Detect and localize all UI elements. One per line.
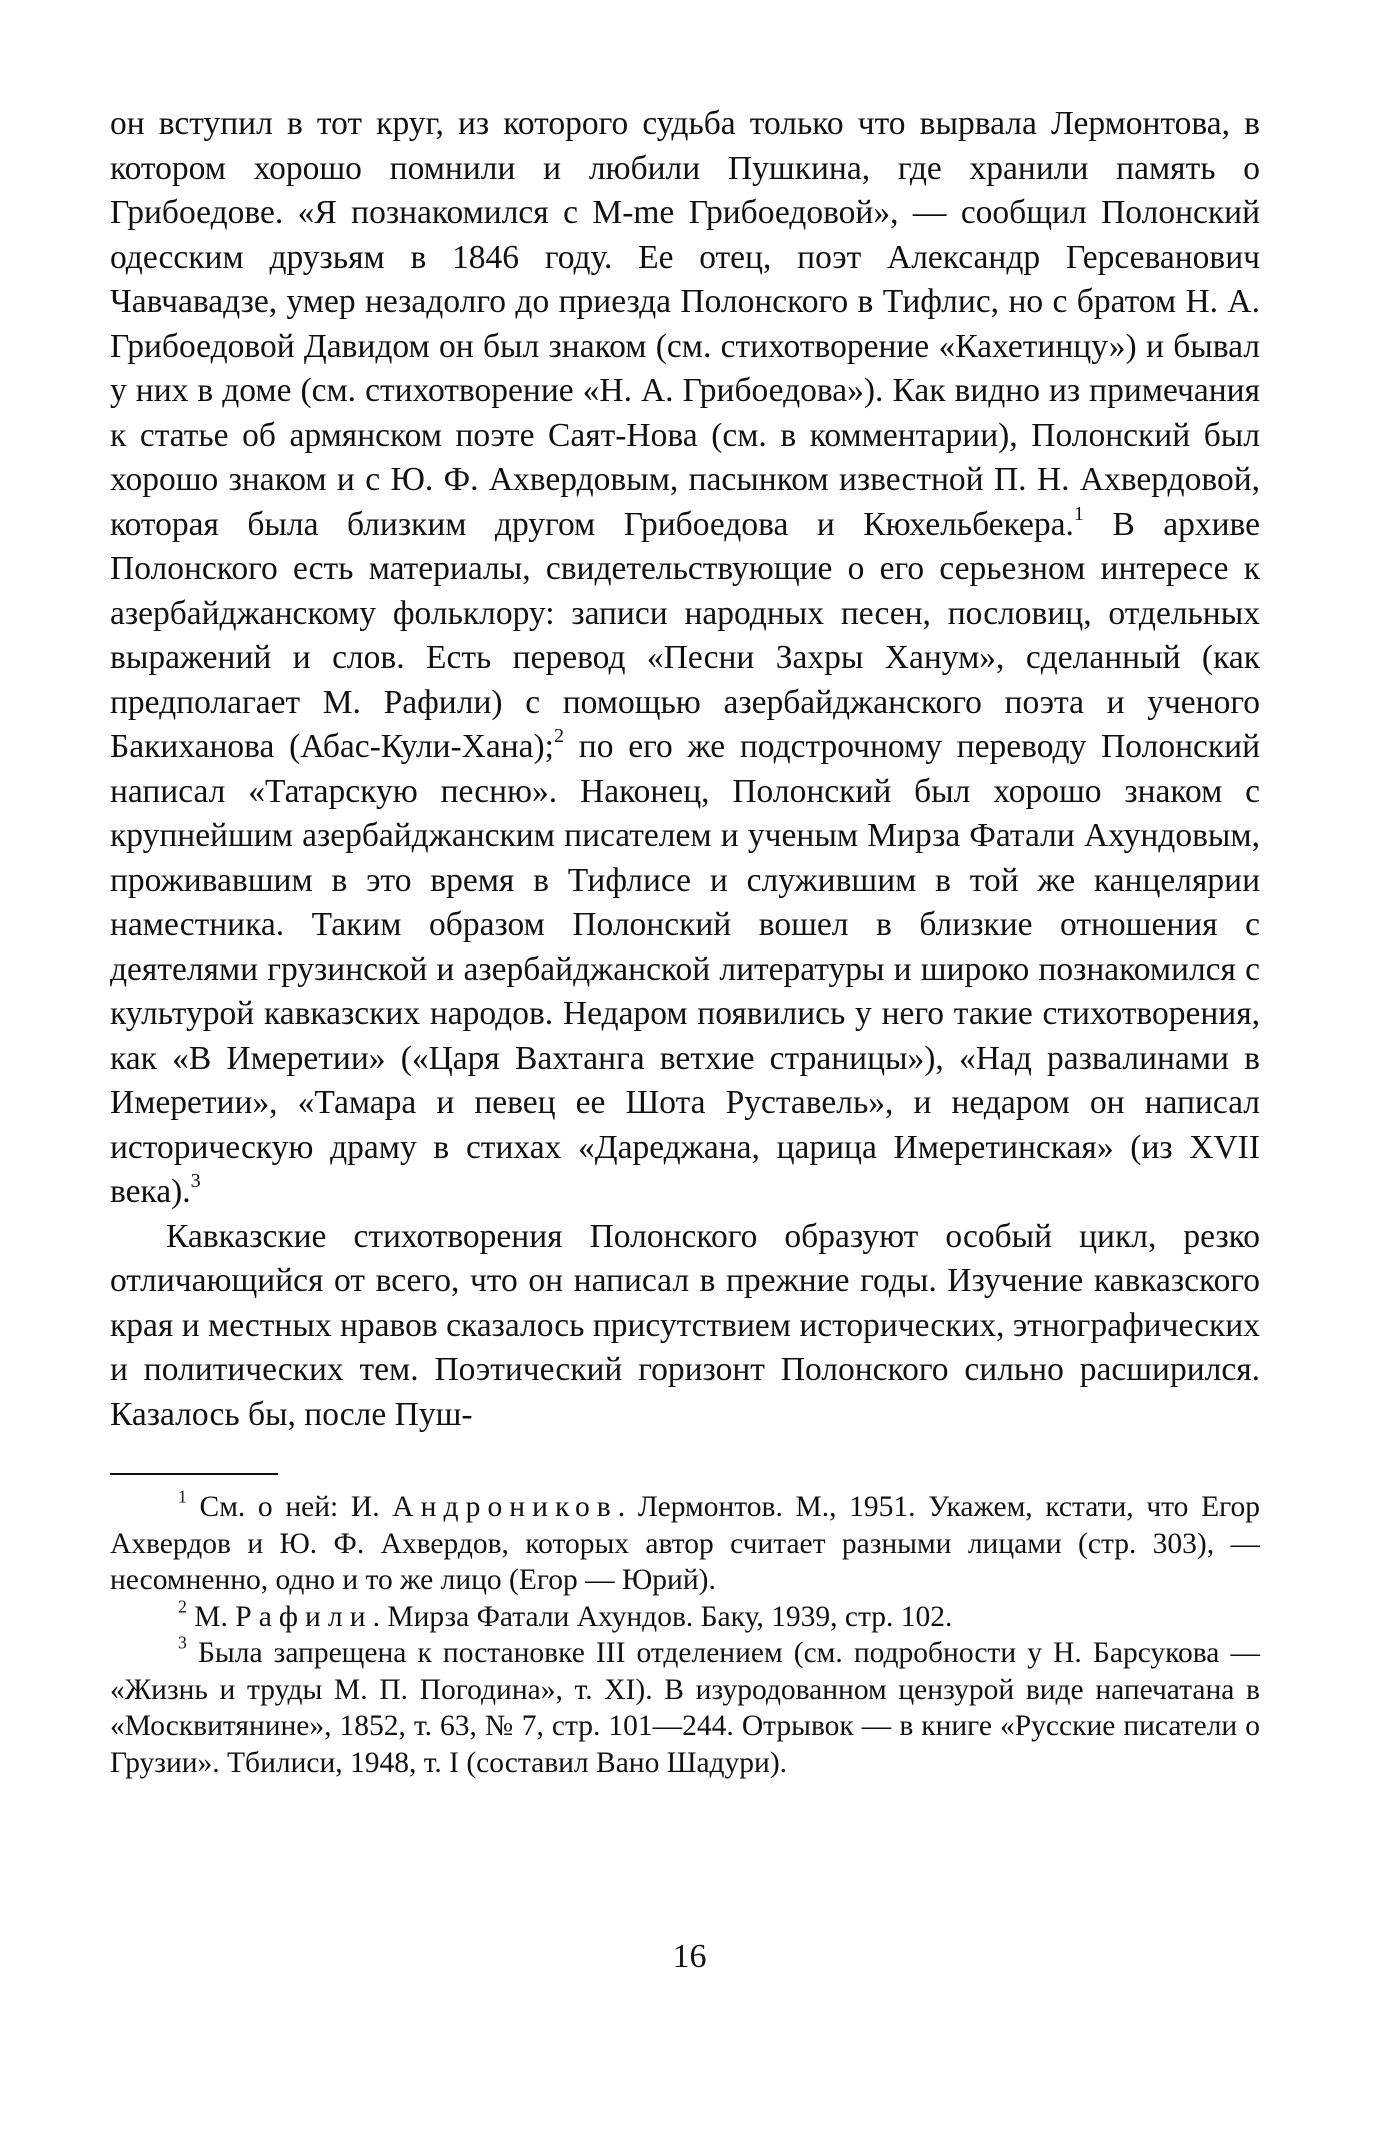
footnote-ref-3[interactable]: 3 bbox=[190, 1169, 201, 1192]
body-paragraph-1-text-b: В архиве Полонского есть материалы, свидетельствующие о его серьезном интересе к азербайджанскому фольклору: записи народных песен, пословиц, отдельных выражений и слов. Есть перевод «Песни Захры Ханум», сделанный (как предполагает М. Рафили) с помощью азербайджанского поэта и ученого Бакиханова (Абас-Кули-Хана); bbox=[110, 505, 1260, 765]
footnote-3 bbox=[110, 1632, 1260, 1781]
footnote-2-mark: 2 bbox=[178, 1596, 187, 1617]
page-content bbox=[110, 102, 1260, 1781]
footnote-1-mark: 1 bbox=[178, 1486, 187, 1507]
footnote-ref-1[interactable]: 1 bbox=[1073, 502, 1084, 525]
footnote-1-author: Андроников bbox=[392, 1491, 618, 1523]
footnote-3-mark: 3 bbox=[178, 1632, 187, 1653]
body-paragraph-2: Кавказские стихотворения Полонского образуют особый цикл, резко отличающийся от всего, что он написал в прежние годы. Изучение кавказского края и местных нравов сказалось присутствием исторических, этнографических и политических тем. Поэтический горизонт Полонского сильно расширился. Казалось бы, после Пуш- bbox=[110, 1217, 1260, 1433]
body-paragraph-1-text-a: он вступил в тот круг, из которого судьба только что вырвала Лермонтова, в котором хорошо помнили и любили Пушкина, где хранили память о Грибоедове. «Я познакомился с М-me Грибоедовой», — сообщил Полонский одесским друзьям в 1846 году. Ее отец, поэт Александр Герсеванович Чавчавадзе, умер незадолго до приезда Полонского в Тифлис, но с братом Н. А. Грибоедовой Давидом он был знаком (см. стихотворение «Кахетинцу») и бывал у них в доме (см. стихотворение «Н. А. Грибоедова»). Как видно из примечания к статье об армянском поэте Саят-Нова (см. в комментарии), Полонский был хорошо знаком и с Ю. Ф. Ахвердовым, пасынком известной П. Н. Ахвердовой, которая была близким другом Грибоедова и Кюхельбекера. bbox=[110, 105, 1260, 543]
body-paragraph-1-text-c: по его же подстрочному переводу Полонский написал «Татарскую песню». Наконец, Полонский был хорошо знаком с крупнейшим азербайджанским писателем и ученым Мирза Фатали Ахундовым, проживавшим в это время в Тифлисе и служившим в той же канцелярии наместника. Таким образом Полонский вошел в близкие отношения с деятелями грузинской и азербайджанской литературы и широко познакомился с культурой кавказских народов. Недаром появились у него такие стихотворения, как «В Имеретии» («Царя Вахтанга ветхие страницы»), «Над развалинами в Имеретии», «Тамара и певец ее Шота Руставель», и недаром он написал историческую драму в стихах «Дареджана, царица Имеретинская» (из XVII века). bbox=[110, 728, 1260, 1210]
footnote-1-text-b: . Лермонтов. М., 1951. Укажем, кстати, что Егор Ахвердов и Ю. Ф. Ахвердов, которых автор считает разными лицами (стр. 303), — несомненно, одно и то же лицо (Егор — Юрий). bbox=[110, 1491, 1260, 1596]
page-number: 16 bbox=[672, 1938, 707, 1975]
footnote-3-text: Была запрещена к постановке III отделением (см. подробности у Н. Барсукова — «Жизнь и труды М. П. Погодина», т. XI). В изуродованном цензурой виде напечатана в «Москвитянине», 1852, т. 63, № 7, стр. 101—244. Отрывок — в книге «Русские писатели о Грузии». Тбилиси, 1948, т. I (составил Вано Шадури). bbox=[110, 1637, 1260, 1779]
footnote-2-author: Рафили bbox=[235, 1600, 373, 1633]
footnote-1 bbox=[110, 1486, 1260, 1599]
footnote-1-text-a: См. о ней: И. bbox=[186, 1491, 393, 1523]
footnote-2 bbox=[110, 1596, 1260, 1636]
body-paragraph-1 bbox=[110, 102, 1260, 1215]
footnote-2-text-b: . Мирза Фатали Ахундов. Баку, 1939, стр. 102. bbox=[372, 1600, 953, 1633]
footnote-2-text-a: М. bbox=[186, 1600, 236, 1633]
footnote-ref-2[interactable]: 2 bbox=[553, 724, 565, 747]
footnote-divider bbox=[110, 1473, 278, 1475]
